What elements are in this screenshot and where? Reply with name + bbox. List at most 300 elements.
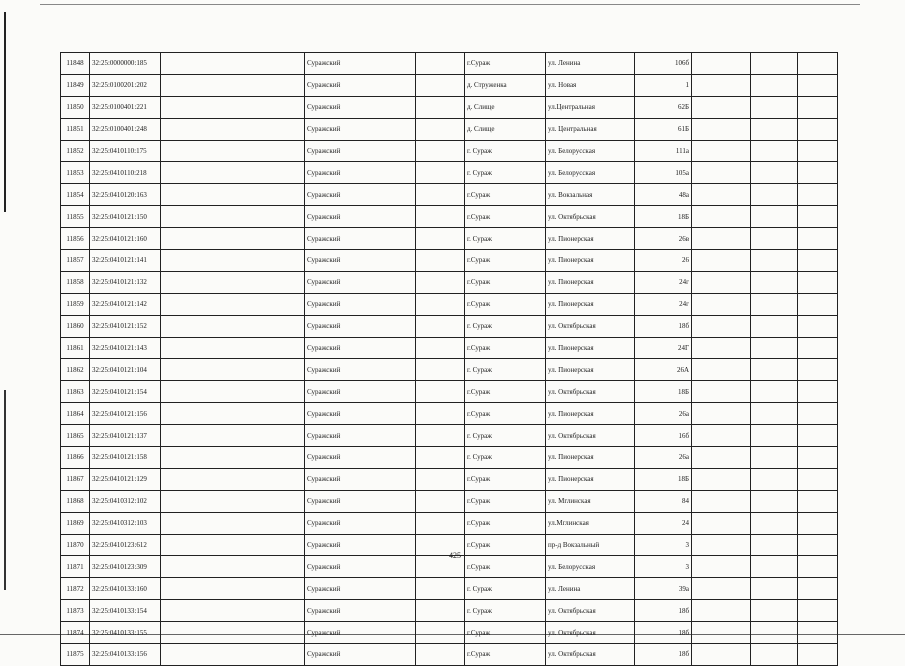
empty-cell xyxy=(161,468,305,490)
cadastral-number-cell: 32:25:0410121:152 xyxy=(90,315,161,337)
district-cell: Суражский xyxy=(305,556,416,578)
empty-cell xyxy=(161,293,305,315)
empty-cell xyxy=(798,118,838,140)
empty-cell xyxy=(798,74,838,96)
empty-cell xyxy=(798,425,838,447)
cadastral-number-cell: 32:25:0410133:160 xyxy=(90,578,161,600)
empty-cell xyxy=(416,315,465,337)
row-number-cell: 11852 xyxy=(61,140,90,162)
house-number-cell: 18б xyxy=(635,600,692,622)
settlement-cell: г. Сураж xyxy=(465,228,546,250)
empty-cell xyxy=(692,118,751,140)
empty-cell xyxy=(161,53,305,75)
street-cell: ул. Октябрьская xyxy=(546,644,635,666)
table-row xyxy=(61,228,838,250)
row-number-cell: 11868 xyxy=(61,490,90,512)
house-number-cell: 48а xyxy=(635,184,692,206)
row-number-cell: 11869 xyxy=(61,512,90,534)
street-cell: ул. Октябрьская xyxy=(546,622,635,644)
empty-cell xyxy=(751,228,798,250)
empty-cell xyxy=(798,271,838,293)
empty-cell xyxy=(161,74,305,96)
street-cell: ул. Октябрьская xyxy=(546,425,635,447)
district-cell: Суражский xyxy=(305,359,416,381)
district-cell: Суражский xyxy=(305,337,416,359)
empty-cell xyxy=(416,206,465,228)
cadastral-number-cell: 32:25:0410110:175 xyxy=(90,140,161,162)
empty-cell xyxy=(416,250,465,272)
street-cell: ул. Центральная xyxy=(546,118,635,140)
empty-cell xyxy=(751,74,798,96)
empty-cell xyxy=(416,468,465,490)
empty-cell xyxy=(161,359,305,381)
empty-cell xyxy=(161,184,305,206)
house-number-cell: 16б xyxy=(635,425,692,447)
settlement-cell: г.Сураж xyxy=(465,53,546,75)
empty-cell xyxy=(161,447,305,469)
settlement-cell: г. Сураж xyxy=(465,162,546,184)
empty-cell xyxy=(161,381,305,403)
table-row xyxy=(61,622,838,644)
empty-cell xyxy=(692,96,751,118)
settlement-cell: г.Сураж xyxy=(465,534,546,556)
empty-cell xyxy=(416,337,465,359)
cadastral-number-cell: 32:25:0410121:154 xyxy=(90,381,161,403)
cadastral-number-cell: 32:25:0410123:612 xyxy=(90,534,161,556)
house-number-cell: 105а xyxy=(635,162,692,184)
empty-cell xyxy=(798,228,838,250)
empty-cell xyxy=(692,644,751,666)
house-number-cell: 24г xyxy=(635,293,692,315)
street-cell: ул.Мглинская xyxy=(546,512,635,534)
row-number-cell: 11872 xyxy=(61,578,90,600)
empty-cell xyxy=(751,53,798,75)
empty-cell xyxy=(751,403,798,425)
table-row xyxy=(61,162,838,184)
row-number-cell: 11867 xyxy=(61,468,90,490)
row-number-cell: 11859 xyxy=(61,293,90,315)
district-cell: Суражский xyxy=(305,206,416,228)
empty-cell xyxy=(161,206,305,228)
district-cell: Суражский xyxy=(305,644,416,666)
cadastral-number-cell: 32:25:0410121:132 xyxy=(90,271,161,293)
empty-cell xyxy=(692,315,751,337)
empty-cell xyxy=(798,490,838,512)
table-row xyxy=(61,315,838,337)
house-number-cell: 18б xyxy=(635,315,692,337)
street-cell: ул. Новая xyxy=(546,74,635,96)
settlement-cell: г.Сураж xyxy=(465,512,546,534)
cadastral-number-cell: 32:25:0410120:163 xyxy=(90,184,161,206)
street-cell: ул. Пионерская xyxy=(546,293,635,315)
empty-cell xyxy=(798,359,838,381)
cadastral-number-cell: 32:25:0100201:202 xyxy=(90,74,161,96)
table-row xyxy=(61,293,838,315)
empty-cell xyxy=(751,315,798,337)
empty-cell xyxy=(416,512,465,534)
cadastral-number-cell: 32:25:0100401:248 xyxy=(90,118,161,140)
empty-cell xyxy=(751,337,798,359)
house-number-cell: 26а xyxy=(635,403,692,425)
cadastral-number-cell: 32:25:0100401:221 xyxy=(90,96,161,118)
table-row xyxy=(61,512,838,534)
house-number-cell: 111а xyxy=(635,140,692,162)
empty-cell xyxy=(798,534,838,556)
row-number-cell: 11849 xyxy=(61,74,90,96)
row-number-cell: 11871 xyxy=(61,556,90,578)
settlement-cell: г. Сураж xyxy=(465,578,546,600)
empty-cell xyxy=(416,293,465,315)
empty-cell xyxy=(692,206,751,228)
empty-cell xyxy=(798,250,838,272)
house-number-cell: 18б xyxy=(635,622,692,644)
empty-cell xyxy=(161,337,305,359)
district-cell: Суражский xyxy=(305,381,416,403)
settlement-cell: г.Сураж xyxy=(465,250,546,272)
empty-cell xyxy=(751,118,798,140)
empty-cell xyxy=(692,293,751,315)
empty-cell xyxy=(161,644,305,666)
empty-cell xyxy=(751,468,798,490)
empty-cell xyxy=(161,425,305,447)
cadastral-number-cell: 32:25:0410312:103 xyxy=(90,512,161,534)
row-number-cell: 11865 xyxy=(61,425,90,447)
empty-cell xyxy=(798,578,838,600)
empty-cell xyxy=(161,622,305,644)
house-number-cell: 18Б xyxy=(635,381,692,403)
house-number-cell: 26а xyxy=(635,447,692,469)
house-number-cell: 26в xyxy=(635,228,692,250)
row-number-cell: 11861 xyxy=(61,337,90,359)
empty-cell xyxy=(416,578,465,600)
table-row xyxy=(61,184,838,206)
district-cell: Суражский xyxy=(305,447,416,469)
table-row xyxy=(61,140,838,162)
settlement-cell: г.Сураж xyxy=(465,206,546,228)
empty-cell xyxy=(751,140,798,162)
empty-cell xyxy=(416,96,465,118)
table-row xyxy=(61,96,838,118)
row-number-cell: 11850 xyxy=(61,96,90,118)
district-cell: Суражский xyxy=(305,53,416,75)
house-number-cell: 24 xyxy=(635,512,692,534)
row-number-cell: 11874 xyxy=(61,622,90,644)
table-row xyxy=(61,250,838,272)
empty-cell xyxy=(751,206,798,228)
house-number-cell: 18б xyxy=(635,644,692,666)
cadastral-number-cell: 32:25:0000000:185 xyxy=(90,53,161,75)
scan-left-edge-lower xyxy=(4,390,6,590)
street-cell: ул. Пионерская xyxy=(546,337,635,359)
settlement-cell: г. Сураж xyxy=(465,359,546,381)
empty-cell xyxy=(751,162,798,184)
empty-cell xyxy=(416,425,465,447)
empty-cell xyxy=(161,315,305,337)
row-number-cell: 11864 xyxy=(61,403,90,425)
street-cell: ул. Пионерская xyxy=(546,250,635,272)
empty-cell xyxy=(416,403,465,425)
empty-cell xyxy=(161,578,305,600)
empty-cell xyxy=(416,228,465,250)
street-cell: пр-д Вокзальный xyxy=(546,534,635,556)
table-row xyxy=(61,468,838,490)
empty-cell xyxy=(798,381,838,403)
row-number-cell: 11853 xyxy=(61,162,90,184)
district-cell: Суражский xyxy=(305,490,416,512)
district-cell: Суражский xyxy=(305,228,416,250)
empty-cell xyxy=(161,228,305,250)
empty-cell xyxy=(692,403,751,425)
house-number-cell: 62Б xyxy=(635,96,692,118)
settlement-cell: д. Струженка xyxy=(465,74,546,96)
empty-cell xyxy=(416,447,465,469)
row-number-cell: 11854 xyxy=(61,184,90,206)
house-number-cell: 26А xyxy=(635,359,692,381)
cadastral-number-cell: 32:25:0410121:137 xyxy=(90,425,161,447)
empty-cell xyxy=(692,600,751,622)
empty-cell xyxy=(751,512,798,534)
table-row xyxy=(61,53,838,75)
empty-cell xyxy=(692,381,751,403)
scan-left-edge xyxy=(4,12,6,212)
street-cell: ул. Пионерская xyxy=(546,228,635,250)
settlement-cell: г. Сураж xyxy=(465,600,546,622)
district-cell: Суражский xyxy=(305,315,416,337)
empty-cell xyxy=(161,600,305,622)
district-cell: Суражский xyxy=(305,140,416,162)
house-number-cell: 18Б xyxy=(635,468,692,490)
empty-cell xyxy=(416,622,465,644)
empty-cell xyxy=(692,490,751,512)
empty-cell xyxy=(798,556,838,578)
district-cell: Суражский xyxy=(305,118,416,140)
empty-cell xyxy=(751,600,798,622)
settlement-cell: г.Сураж xyxy=(465,337,546,359)
empty-cell xyxy=(692,359,751,381)
empty-cell xyxy=(692,228,751,250)
street-cell: ул. Пионерская xyxy=(546,403,635,425)
district-cell: Суражский xyxy=(305,622,416,644)
registry-table xyxy=(60,52,838,666)
empty-cell xyxy=(751,381,798,403)
empty-cell xyxy=(692,425,751,447)
house-number-cell: 39а xyxy=(635,578,692,600)
empty-cell xyxy=(692,337,751,359)
empty-cell xyxy=(161,490,305,512)
settlement-cell: г.Сураж xyxy=(465,490,546,512)
empty-cell xyxy=(751,534,798,556)
settlement-cell: г.Сураж xyxy=(465,468,546,490)
street-cell: ул. Пионерская xyxy=(546,271,635,293)
empty-cell xyxy=(692,162,751,184)
table-row xyxy=(61,644,838,666)
street-cell: ул. Ленина xyxy=(546,578,635,600)
district-cell: Суражский xyxy=(305,184,416,206)
street-cell: ул. Октябрьская xyxy=(546,600,635,622)
empty-cell xyxy=(798,293,838,315)
empty-cell xyxy=(751,250,798,272)
empty-cell xyxy=(798,162,838,184)
table-row xyxy=(61,600,838,622)
empty-cell xyxy=(798,96,838,118)
empty-cell xyxy=(798,206,838,228)
empty-cell xyxy=(798,337,838,359)
cadastral-number-cell: 32:25:0410312:102 xyxy=(90,490,161,512)
street-cell: ул. Пионерская xyxy=(546,447,635,469)
district-cell: Суражский xyxy=(305,96,416,118)
settlement-cell: г. Сураж xyxy=(465,425,546,447)
table-row xyxy=(61,74,838,96)
house-number-cell: 3 xyxy=(635,534,692,556)
settlement-cell: д. Слище xyxy=(465,118,546,140)
settlement-cell: г.Сураж xyxy=(465,271,546,293)
empty-cell xyxy=(692,556,751,578)
empty-cell xyxy=(751,490,798,512)
row-number-cell: 11863 xyxy=(61,381,90,403)
cadastral-number-cell: 32:25:0410121:156 xyxy=(90,403,161,425)
empty-cell xyxy=(416,490,465,512)
street-cell: ул. Октябрьская xyxy=(546,315,635,337)
empty-cell xyxy=(161,271,305,293)
empty-cell xyxy=(751,425,798,447)
street-cell: ул. Пионерская xyxy=(546,468,635,490)
empty-cell xyxy=(161,96,305,118)
house-number-cell: 24Г xyxy=(635,337,692,359)
empty-cell xyxy=(798,184,838,206)
cadastral-number-cell: 32:25:0410121:141 xyxy=(90,250,161,272)
district-cell: Суражский xyxy=(305,578,416,600)
row-number-cell: 11856 xyxy=(61,228,90,250)
house-number-cell: 61Б xyxy=(635,118,692,140)
empty-cell xyxy=(751,293,798,315)
table-row xyxy=(61,447,838,469)
empty-cell xyxy=(798,512,838,534)
table-row xyxy=(61,359,838,381)
row-number-cell: 11870 xyxy=(61,534,90,556)
settlement-cell: г.Сураж xyxy=(465,403,546,425)
table-row xyxy=(61,118,838,140)
empty-cell xyxy=(161,534,305,556)
empty-cell xyxy=(692,184,751,206)
empty-cell xyxy=(692,512,751,534)
cadastral-number-cell: 32:25:0410121:143 xyxy=(90,337,161,359)
table-row xyxy=(61,578,838,600)
empty-cell xyxy=(692,53,751,75)
cadastral-number-cell: 32:25:0410123:309 xyxy=(90,556,161,578)
district-cell: Суражский xyxy=(305,162,416,184)
district-cell: Суражский xyxy=(305,74,416,96)
cadastral-number-cell: 32:25:0410110:218 xyxy=(90,162,161,184)
district-cell: Суражский xyxy=(305,250,416,272)
empty-cell xyxy=(798,140,838,162)
street-cell: ул. Октябрьская xyxy=(546,381,635,403)
empty-cell xyxy=(798,468,838,490)
empty-cell xyxy=(161,140,305,162)
empty-cell xyxy=(416,140,465,162)
street-cell: ул. Пионерская xyxy=(546,359,635,381)
empty-cell xyxy=(161,250,305,272)
empty-cell xyxy=(416,74,465,96)
page-number: 425 xyxy=(449,551,461,560)
empty-cell xyxy=(751,271,798,293)
settlement-cell: г.Сураж xyxy=(465,622,546,644)
district-cell: Суражский xyxy=(305,293,416,315)
street-cell: ул.Центральная xyxy=(546,96,635,118)
empty-cell xyxy=(751,359,798,381)
empty-cell xyxy=(692,74,751,96)
empty-cell xyxy=(416,381,465,403)
street-cell: ул. Вокзальная xyxy=(546,184,635,206)
empty-cell xyxy=(798,403,838,425)
street-cell: ул. Октябрьская xyxy=(546,206,635,228)
empty-cell xyxy=(692,447,751,469)
row-number-cell: 11866 xyxy=(61,447,90,469)
house-number-cell: 1 xyxy=(635,74,692,96)
empty-cell xyxy=(798,53,838,75)
settlement-cell: г.Сураж xyxy=(465,644,546,666)
empty-cell xyxy=(416,118,465,140)
empty-cell xyxy=(161,162,305,184)
settlement-cell: г.Сураж xyxy=(465,184,546,206)
district-cell: Суражский xyxy=(305,468,416,490)
empty-cell xyxy=(751,622,798,644)
street-cell: ул. Белорусская xyxy=(546,162,635,184)
empty-cell xyxy=(692,534,751,556)
cadastral-number-cell: 32:25:0410121:129 xyxy=(90,468,161,490)
empty-cell xyxy=(692,468,751,490)
cadastral-number-cell: 32:25:0410133:154 xyxy=(90,600,161,622)
empty-cell xyxy=(751,556,798,578)
row-number-cell: 11873 xyxy=(61,600,90,622)
empty-cell xyxy=(161,556,305,578)
empty-cell xyxy=(692,271,751,293)
settlement-cell: г. Сураж xyxy=(465,447,546,469)
row-number-cell: 11848 xyxy=(61,53,90,75)
house-number-cell: 84 xyxy=(635,490,692,512)
empty-cell xyxy=(416,359,465,381)
row-number-cell: 11875 xyxy=(61,644,90,666)
empty-cell xyxy=(751,644,798,666)
empty-cell xyxy=(751,447,798,469)
empty-cell xyxy=(751,184,798,206)
empty-cell xyxy=(416,271,465,293)
empty-cell xyxy=(798,600,838,622)
table-row xyxy=(61,206,838,228)
empty-cell xyxy=(798,447,838,469)
table-row xyxy=(61,490,838,512)
registry-table-body xyxy=(61,53,838,666)
table-row xyxy=(61,403,838,425)
table-row xyxy=(61,425,838,447)
empty-cell xyxy=(416,184,465,206)
cadastral-number-cell: 32:25:0410121:150 xyxy=(90,206,161,228)
district-cell: Суражский xyxy=(305,425,416,447)
empty-cell xyxy=(798,622,838,644)
district-cell: Суражский xyxy=(305,534,416,556)
empty-cell xyxy=(416,644,465,666)
house-number-cell: 106б xyxy=(635,53,692,75)
empty-cell xyxy=(416,162,465,184)
settlement-cell: г.Сураж xyxy=(465,556,546,578)
street-cell: ул. Ленина xyxy=(546,53,635,75)
table-row xyxy=(61,271,838,293)
empty-cell xyxy=(416,600,465,622)
cadastral-number-cell: 32:25:0410121:160 xyxy=(90,228,161,250)
table-row xyxy=(61,381,838,403)
empty-cell xyxy=(751,578,798,600)
cadastral-number-cell: 32:25:0410121:142 xyxy=(90,293,161,315)
row-number-cell: 11855 xyxy=(61,206,90,228)
